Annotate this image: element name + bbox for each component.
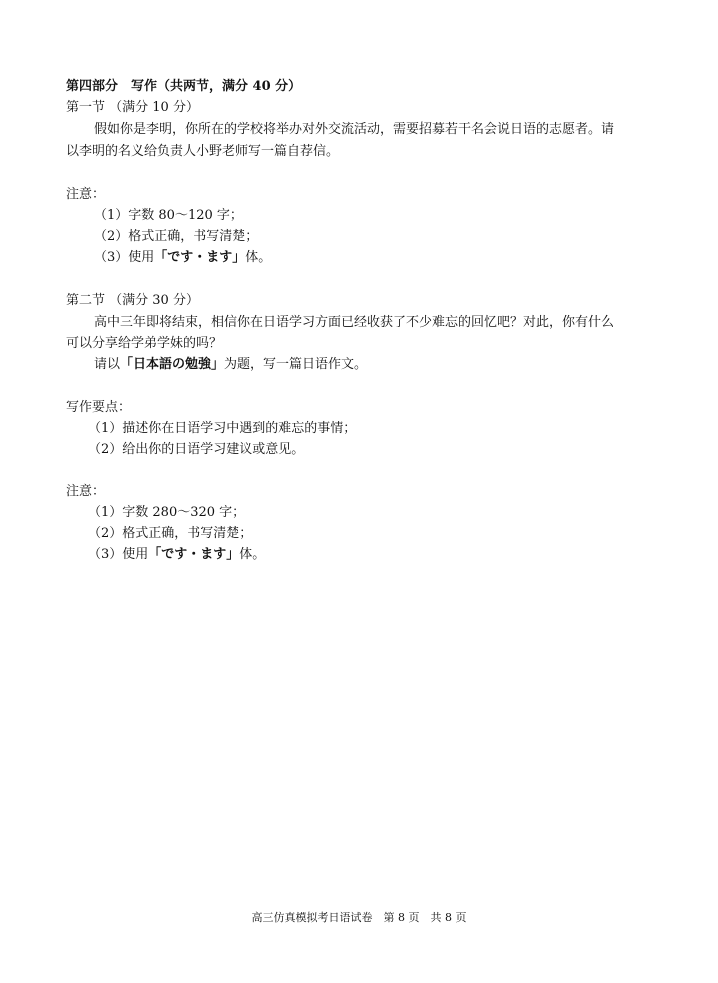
section2-note-3-prefix: （3）使用: [88, 547, 149, 562]
section2-point-2: （2）给出你的日语学习建议或意见。: [88, 442, 305, 457]
section2-prompt-line1: 高中三年即将结束，相信你在日语学习方面已经收获了不少难忘的回忆吧？对此，你有什么: [94, 315, 615, 330]
section2-heading: 第二节 （满分 30 分）: [66, 293, 199, 308]
section2-notes-label: 注意：: [66, 484, 106, 499]
section2-note-2: （2）格式正确，书写清楚；: [88, 526, 253, 541]
section1-note-3-prefix: （3）使用: [94, 250, 155, 265]
page-footer: 高三仿真模拟考日语试卷 第 8 页 共 8 页: [251, 911, 467, 924]
section2-prompt-line2: 可以分享给学弟学妹的吗？: [66, 336, 223, 351]
section2-point-1: （1）描述你在日语学习中遇到的难忘的事情；: [88, 421, 357, 436]
section2-note-3: [88, 545, 265, 565]
section2-topic-title: 「日本語の勉強」: [120, 357, 225, 372]
section2-topic-prefix: 请以: [94, 357, 121, 372]
section1-note-3-suffix: 体。: [245, 250, 272, 265]
section2-points-label: 写作要点：: [66, 400, 132, 415]
section1-note-2: （2）格式正确，书写清楚；: [94, 229, 259, 244]
section2-note-1: （1）字数 280～320 字；: [88, 505, 246, 520]
section1-prompt-line2: 以李明的名义给负责人小野老师写一篇自荐信。: [66, 144, 340, 159]
section2-topic: [94, 355, 367, 375]
section1-heading: 第一节 （满分 10 分）: [66, 100, 199, 115]
section1-notes-label: 注意：: [66, 187, 106, 202]
section2-topic-suffix: 为题，写一篇日语作文。: [224, 357, 368, 372]
section2-note-3-style: 「です・ます」: [148, 547, 240, 562]
section1-note-3-style: 「です・ます」: [154, 250, 246, 265]
part-title: 第四部分 写作（共两节，满分 40 分）: [66, 79, 302, 94]
section1-note-3: [94, 248, 271, 268]
section1-note-1: （1）字数 80～120 字；: [94, 208, 243, 223]
section2-note-3-suffix: 体。: [239, 547, 266, 562]
section1-prompt-line1: 假如你是李明，你所在的学校将举办对外交流活动，需要招募若干名会说日语的志愿者。请: [94, 122, 615, 137]
